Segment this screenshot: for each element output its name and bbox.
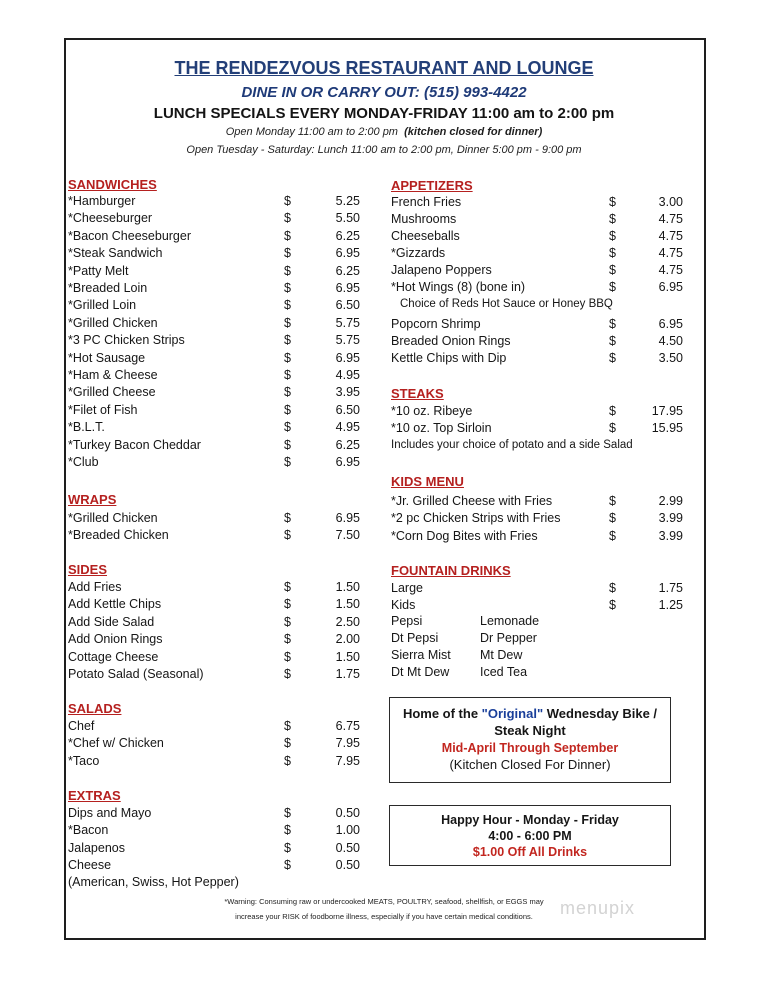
menu-item-name: *Patty Melt xyxy=(68,263,129,278)
currency-symbol: $ xyxy=(609,494,616,508)
currency-symbol: $ xyxy=(609,421,616,436)
section-wraps-title: WRAPS xyxy=(68,492,117,507)
bike-night-line1b: Wednesday Bike / xyxy=(543,706,658,721)
menu-item-price: 6.95 xyxy=(335,350,360,365)
menu-item-price: 2.99 xyxy=(658,494,683,508)
extras-cheese-note: (American, Swiss, Hot Pepper) xyxy=(68,875,239,889)
drink-flavor: Lemonade xyxy=(480,614,540,628)
drink-flavor: Mt Dew xyxy=(480,648,523,662)
drink-flavor: Dr Pepper xyxy=(480,631,537,645)
currency-symbol: $ xyxy=(284,211,291,226)
currency-symbol: $ xyxy=(284,528,291,543)
menu-item-price: 6.25 xyxy=(335,263,360,278)
menu-item-name: Add Kettle Chips xyxy=(68,597,162,612)
happy-hour-title: Happy Hour - Monday - Friday xyxy=(441,813,619,827)
currency-symbol: $ xyxy=(609,195,616,209)
menu-item-name: Dips and Mayo xyxy=(68,806,152,820)
currency-symbol: $ xyxy=(284,385,291,400)
menu-item-name: French Fries xyxy=(391,195,462,209)
drinks-left-column xyxy=(391,613,451,681)
menu-item-price: 5.75 xyxy=(335,315,360,330)
menu-item-price: 3.00 xyxy=(658,195,683,209)
currency-symbol: $ xyxy=(609,229,616,243)
bike-night-box xyxy=(389,697,671,783)
menu-item-price: 2.00 xyxy=(335,632,360,647)
menu-item-name: *Cheeseburger xyxy=(68,211,153,226)
currency-symbol: $ xyxy=(284,823,291,838)
currency-symbol: $ xyxy=(609,212,616,226)
currency-symbol: $ xyxy=(284,315,291,330)
currency-symbol: $ xyxy=(609,246,616,260)
menu-item-price: 0.50 xyxy=(335,806,360,820)
section-appetizers-title: APPETIZERS xyxy=(391,178,473,193)
menu-item-price: 1.50 xyxy=(335,649,360,664)
currency-symbol: $ xyxy=(609,528,616,543)
currency-symbol: $ xyxy=(609,351,616,365)
currency-symbol: $ xyxy=(609,280,616,294)
menu-item-price: 6.75 xyxy=(335,719,360,733)
warning-line-1: *Warning: Consuming raw or undercooked MEATS, POULTRY, seafood, shellfish, or EGGS may xyxy=(224,897,544,906)
currency-symbol: $ xyxy=(284,511,291,525)
menu-item-name: *Hot Sausage xyxy=(68,350,146,365)
currency-symbol: $ xyxy=(284,806,291,820)
menu-item-name: *Chef w/ Chicken xyxy=(68,736,164,751)
menu-item-price: 3.95 xyxy=(335,385,360,400)
section-kids-title: KIDS MENU xyxy=(391,474,464,489)
currency-symbol: $ xyxy=(284,736,291,751)
bike-night-original: "Original" xyxy=(481,706,544,721)
menu-item-price: 0.50 xyxy=(335,858,360,873)
currency-symbol: $ xyxy=(284,753,291,768)
menu-item-price: 4.95 xyxy=(335,420,360,435)
menu-item-name: *10 oz. Ribeye xyxy=(391,404,473,418)
menu-item-name: Large xyxy=(391,581,423,595)
currency-symbol: $ xyxy=(284,858,291,873)
section-drinks-title: FOUNTAIN DRINKS xyxy=(391,563,511,578)
section-sandwiches-title: SANDWICHES xyxy=(68,177,157,192)
currency-symbol: $ xyxy=(284,281,291,295)
menu-item-name: Kettle Chips with Dip xyxy=(391,351,507,365)
menu-item-name: Breaded Onion Rings xyxy=(391,334,511,348)
currency-symbol: $ xyxy=(609,334,616,348)
menu-item-name: Cottage Cheese xyxy=(68,649,159,664)
currency-symbol: $ xyxy=(284,228,291,243)
steaks-note: Includes your choice of potato and a side Salad xyxy=(391,439,633,451)
currency-symbol: $ xyxy=(284,455,291,469)
menu-item-name: *3 PC Chicken Strips xyxy=(68,333,185,348)
lunch-specials: LUNCH SPECIALS EVERY MONDAY-FRIDAY 11:00 am to 2:00 pm xyxy=(153,105,615,122)
hours-monday-text: Open Monday 11:00 am to 2:00 pm xyxy=(225,126,398,138)
currency-symbol: $ xyxy=(284,597,291,612)
currency-symbol: $ xyxy=(609,598,616,613)
section-extras-title: EXTRAS xyxy=(68,788,121,803)
menu-item-name: *2 pc Chicken Strips with Fries xyxy=(391,511,561,526)
menu-item-price: 3.99 xyxy=(658,528,683,543)
happy-hour-time: 4:00 - 6:00 PM xyxy=(488,829,572,843)
menu-item-name: Add Onion Rings xyxy=(68,632,163,647)
menu-item-name: Kids xyxy=(391,598,416,613)
menu-item-price: 1.75 xyxy=(335,667,360,681)
menu-item-name: *Filet of Fish xyxy=(68,402,138,417)
menu-item-name: *Bacon xyxy=(68,823,109,838)
currency-symbol: $ xyxy=(284,333,291,348)
menu-item-name: Chef xyxy=(68,719,95,733)
menu-item-name: *Steak Sandwich xyxy=(68,246,163,261)
menu-item-name: *10 oz. Top Sirloin xyxy=(391,421,492,436)
menu-item-price: 6.95 xyxy=(335,246,360,261)
menu-item-price: 1.50 xyxy=(335,580,360,594)
menu-item-name: *Grilled Loin xyxy=(68,298,137,313)
hours-tue-sat: Open Tuesday - Saturday: Lunch 11:00 am to 2:00 pm, Dinner 5:00 pm - 9:00 pm xyxy=(186,144,582,156)
menu-item-name: *Hot Wings (8) (bone in) xyxy=(391,280,526,294)
bike-night-line2: Steak Night xyxy=(494,723,566,738)
menu-item-name: *Grilled Chicken xyxy=(68,315,158,330)
menu-item-price: 1.75 xyxy=(658,581,683,595)
menu-item-price: 15.95 xyxy=(651,421,683,436)
currency-symbol: $ xyxy=(609,511,616,526)
bike-night-line1a: Home of the xyxy=(402,706,482,721)
menu-item-price: 4.75 xyxy=(658,229,683,243)
currency-symbol: $ xyxy=(284,437,291,452)
warning-line-2: increase your RISK of foodborne illness, especially if you have certain medical conditions. xyxy=(235,912,533,921)
currency-symbol: $ xyxy=(284,840,291,855)
menu-item-price: 17.95 xyxy=(651,404,683,418)
menu-item-name: *Breaded Loin xyxy=(68,281,148,295)
menu-item-price: 6.50 xyxy=(335,298,360,313)
menu-item-name: *B.L.T. xyxy=(68,420,105,435)
currency-symbol: $ xyxy=(284,632,291,647)
menu-item-price: 7.50 xyxy=(335,528,360,543)
section-steaks-title: STEAKS xyxy=(391,386,444,401)
currency-symbol: $ xyxy=(609,263,616,277)
section-salads-title: SALADS xyxy=(68,701,122,716)
menu-item-price: 4.95 xyxy=(335,368,360,382)
bike-night-kitchen-note: (Kitchen Closed For Dinner) xyxy=(449,757,611,772)
hours-monday-note: (kitchen closed for dinner) xyxy=(404,126,543,138)
restaurant-title: THE RENDEZVOUS RESTAURANT AND LOUNGE xyxy=(174,58,594,78)
watermark: menupix xyxy=(560,898,636,918)
menu-item-price: 6.25 xyxy=(335,437,360,452)
menu-item-price: 7.95 xyxy=(335,753,360,768)
menu-item-price: 4.75 xyxy=(658,263,683,277)
menu-item-price: 4.50 xyxy=(658,334,683,348)
menu-item-name: Cheeseballs xyxy=(391,229,460,243)
drink-flavor: Dt Mt Dew xyxy=(391,665,450,679)
drink-flavor: Dt Pepsi xyxy=(391,631,439,645)
menu-item-price: 6.95 xyxy=(335,455,360,469)
hours-monday xyxy=(0,126,768,138)
menu-item-name: Jalapeno Poppers xyxy=(391,263,492,277)
menu-item-price: 4.75 xyxy=(658,246,683,260)
currency-symbol: $ xyxy=(284,246,291,261)
currency-symbol: $ xyxy=(284,402,291,417)
menu-item-price: 6.95 xyxy=(335,511,360,525)
happy-hour-box xyxy=(389,805,671,866)
menu-item-price: 0.50 xyxy=(335,840,360,855)
menu-item-name: Mushrooms xyxy=(391,212,457,226)
currency-symbol: $ xyxy=(284,350,291,365)
menu-item-name: *Corn Dog Bites with Fries xyxy=(391,528,538,543)
menu-item-price: 1.50 xyxy=(335,597,360,612)
bike-night-dates: Mid-April Through September xyxy=(441,741,619,755)
currency-symbol: $ xyxy=(284,263,291,278)
drink-flavor: Iced Tea xyxy=(480,665,528,679)
currency-symbol: $ xyxy=(284,719,291,733)
menu-item-name: *Breaded Chicken xyxy=(68,528,169,543)
menu-item-name: Add Fries xyxy=(68,580,122,594)
menu-item-price: 6.95 xyxy=(335,281,360,295)
menu-item-name: *Turkey Bacon Cheddar xyxy=(68,437,201,452)
menu-item-price: 3.99 xyxy=(658,511,683,526)
currency-symbol: $ xyxy=(284,667,291,681)
currency-symbol: $ xyxy=(609,404,616,418)
menu-item-name: *Grilled Cheese xyxy=(68,385,156,400)
menu-item-price: 6.95 xyxy=(658,280,683,294)
currency-symbol: $ xyxy=(284,298,291,313)
menu-item-name: Add Side Salad xyxy=(68,614,155,629)
bike-night-line1 xyxy=(390,705,670,722)
menu-item-name: *Grilled Chicken xyxy=(68,511,158,525)
menu-item-name: *Taco xyxy=(68,753,100,768)
menu-item-price: 5.25 xyxy=(335,194,360,208)
menu-item-price: 3.50 xyxy=(658,351,683,365)
drink-flavor: Pepsi xyxy=(391,614,423,628)
menu-item-name: *Gizzards xyxy=(391,246,446,260)
currency-symbol: $ xyxy=(284,614,291,629)
menu-item-name: Potato Salad (Seasonal) xyxy=(68,667,204,681)
menu-item-name: *Bacon Cheeseburger xyxy=(68,228,191,243)
currency-symbol: $ xyxy=(284,194,291,208)
menu-item-name: *Jr. Grilled Cheese with Fries xyxy=(391,494,553,508)
menu-item-price: 7.95 xyxy=(335,736,360,751)
menu-item-name: Jalapenos xyxy=(68,840,125,855)
menu-item-name: *Club xyxy=(68,455,99,469)
menu-item-price: 6.25 xyxy=(335,228,360,243)
drink-flavor: Sierra Mist xyxy=(391,648,451,662)
currency-symbol: $ xyxy=(284,420,291,435)
currency-symbol: $ xyxy=(609,317,616,331)
menu-item-name: *Ham & Cheese xyxy=(68,368,158,382)
menu-item-price: 1.25 xyxy=(658,598,683,613)
happy-hour-deal: $1.00 Off All Drinks xyxy=(472,845,588,859)
menu-item-price: 6.95 xyxy=(658,317,683,331)
currency-symbol: $ xyxy=(284,649,291,664)
menu-item-name: Popcorn Shrimp xyxy=(391,317,481,331)
currency-symbol: $ xyxy=(284,368,291,382)
menu-item-name: Cheese xyxy=(68,858,112,873)
menu-item-price: 6.50 xyxy=(335,402,360,417)
menu-item-price: 5.75 xyxy=(335,333,360,348)
drinks-right-column xyxy=(480,613,539,681)
dine-carryout-phone: DINE IN OR CARRY OUT: (515) 993-4422 xyxy=(241,84,527,101)
menu-item-price: 5.50 xyxy=(335,211,360,226)
currency-symbol: $ xyxy=(284,580,291,594)
menu-item-name: *Hamburger xyxy=(68,194,136,208)
menu-item-price: 1.00 xyxy=(335,823,360,838)
menu-item-price: 2.50 xyxy=(335,614,360,629)
wings-sauce-note: Choice of Reds Hot Sauce or Honey BBQ xyxy=(400,298,613,310)
menu-item-price: 4.75 xyxy=(658,212,683,226)
currency-symbol: $ xyxy=(609,581,616,595)
section-sides-title: SIDES xyxy=(68,562,108,577)
